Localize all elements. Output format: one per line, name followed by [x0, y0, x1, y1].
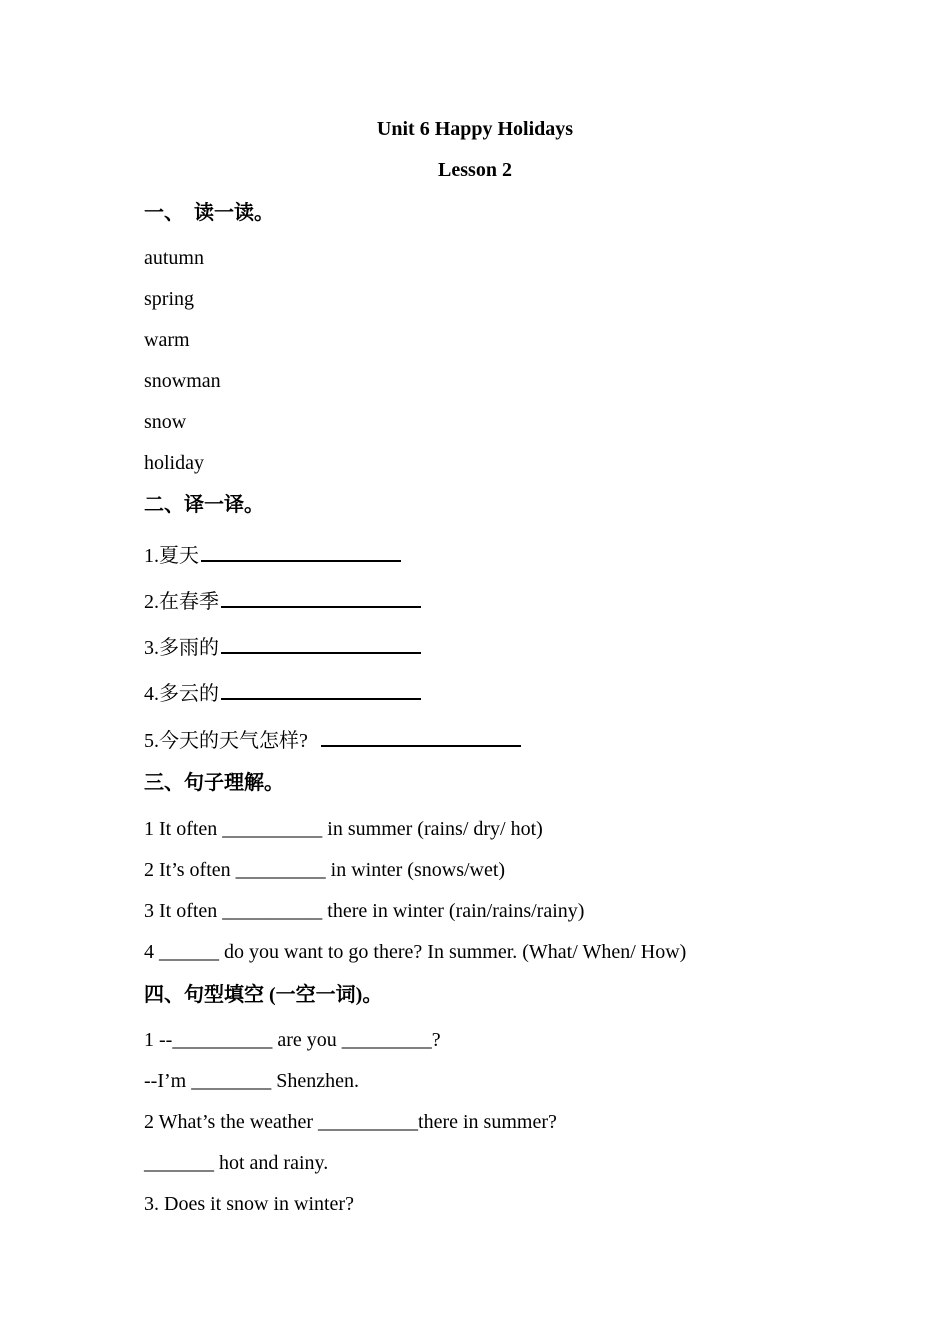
word-item: snow [144, 411, 187, 433]
sentence-item: 4 ______ do you want to go there? In summer. (What/ When/ How) [144, 941, 687, 963]
fill-item: 1 --__________ are you _________? [144, 1029, 441, 1051]
translate-item [144, 586, 421, 614]
translate-item [144, 540, 401, 568]
word-item: spring [144, 288, 194, 310]
section-4-heading: 四、句型填空 (一空一词)。 [144, 984, 383, 1006]
page-title: Unit 6 Happy Holidays [376, 118, 574, 140]
translate-item [144, 678, 421, 706]
translate-item [144, 632, 421, 660]
answer-blank[interactable] [321, 725, 521, 747]
section-1-heading: 一、 读一读。 [144, 202, 274, 224]
word-item: holiday [144, 452, 204, 474]
word-item: autumn [144, 247, 204, 269]
fill-item: 2 What’s the weather __________there in summer? [144, 1111, 557, 1133]
answer-blank[interactable] [221, 632, 421, 654]
fill-item: 3. Does it snow in winter? [144, 1193, 354, 1215]
translate-prompt: 2.在春季 [144, 591, 219, 613]
answer-blank[interactable] [201, 540, 401, 562]
section-2-heading: 二、译一译。 [144, 494, 264, 516]
sentence-item: 1 It often __________ in summer (rains/ dry/ hot) [144, 818, 543, 840]
answer-blank[interactable] [221, 586, 421, 608]
fill-item: _______ hot and rainy. [144, 1152, 329, 1174]
fill-item: --I’m ________ Shenzhen. [144, 1070, 359, 1092]
translate-item [144, 725, 521, 753]
sentence-item: 3 It often __________ there in winter (rain/rains/rainy) [144, 900, 585, 922]
page-subtitle: Lesson 2 [438, 159, 512, 181]
translate-prompt: 4.多云的 [144, 683, 219, 705]
translate-prompt: 5.今天的天气怎样? [144, 730, 313, 752]
section-3-heading: 三、句子理解。 [144, 772, 284, 794]
answer-blank[interactable] [221, 678, 421, 700]
sentence-item: 2 It’s often _________ in winter (snows/wet) [144, 859, 506, 881]
translate-prompt: 1.夏天 [144, 545, 199, 567]
word-item: warm [144, 329, 190, 351]
word-item: snowman [144, 370, 221, 392]
translate-prompt: 3.多雨的 [144, 637, 219, 659]
